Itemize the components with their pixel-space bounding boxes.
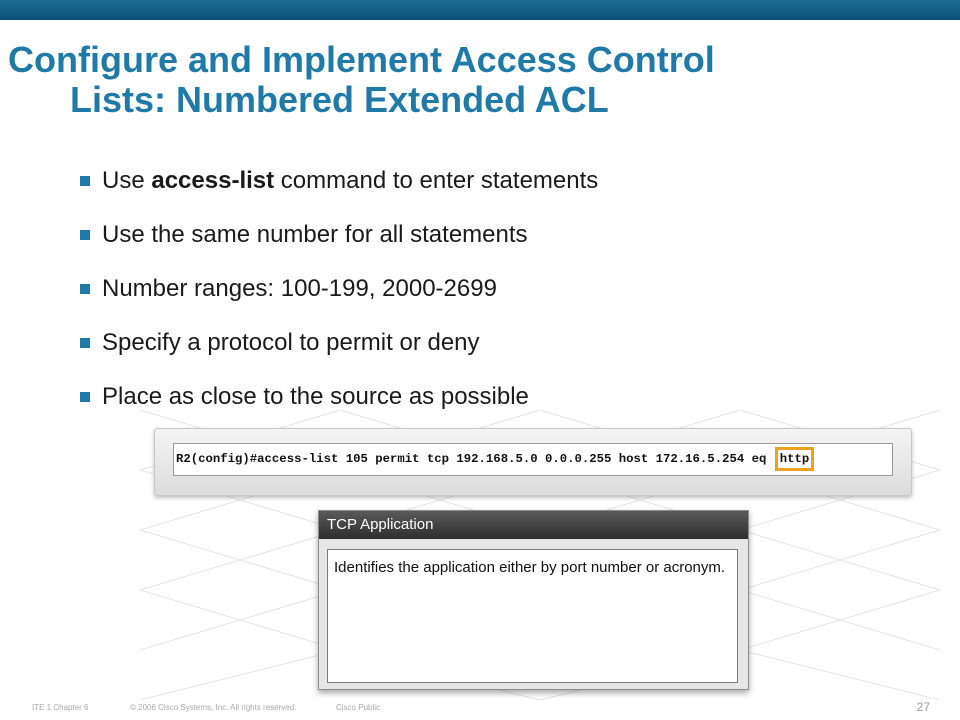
command-text: R2(config)#access-list 105 permit tcp 192.168.5.0 0.0.0.255 host 172.16.5.254 eq (176, 452, 767, 466)
page-number: 27 (916, 700, 930, 714)
popup-description: Identifies the application either by port number or acronym. (327, 549, 738, 683)
bullet-list (78, 162, 598, 432)
slide-title (8, 40, 948, 120)
bullet-square-icon (80, 230, 90, 240)
bullet-square-icon (80, 176, 90, 186)
bullet-square-icon (80, 338, 90, 348)
bullet-square-icon (80, 284, 90, 294)
bullet-item: Place as close to the source as possible (78, 378, 598, 432)
footer-copyright: © 2006 Cisco Systems, Inc. All rights reserved. (130, 703, 297, 712)
popup-title: TCP Application (319, 511, 748, 539)
tcp-application-popup (318, 510, 749, 690)
footer-classification: Cisco Public (336, 703, 381, 712)
title-line-1: Configure and Implement Access Control (8, 39, 715, 80)
footer-course: ITE 1 Chapter 6 (32, 703, 89, 712)
command-panel (154, 428, 912, 496)
top-banner (0, 0, 960, 20)
command-line (173, 443, 893, 476)
title-line-2: Lists: Numbered Extended ACL (70, 79, 609, 120)
bullet-item: Specify a protocol to permit or deny (78, 324, 598, 378)
highlighted-keyword[interactable]: http (775, 447, 815, 471)
bullet-square-icon (80, 392, 90, 402)
bullet-item: Use the same number for all statements (78, 216, 598, 270)
bullet-item: Number ranges: 100-199, 2000-2699 (78, 270, 598, 324)
bullet-item: Use access-list command to enter statements (78, 162, 598, 216)
